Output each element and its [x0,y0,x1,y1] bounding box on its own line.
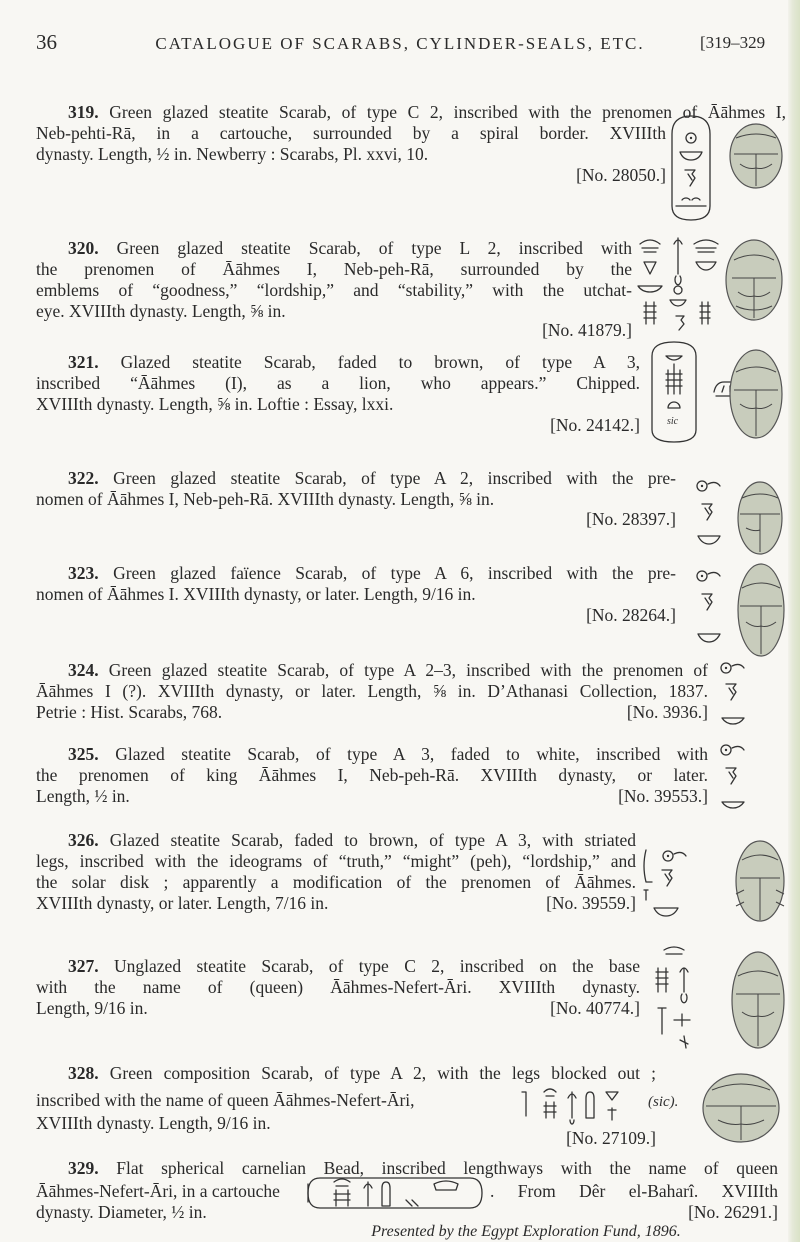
museum-number: [No. 26291.] [688,1202,778,1222]
entry-number: 329. [68,1158,99,1178]
museum-number: [No. 39559.] [546,893,636,913]
entry-line: Green composition Scarab, of type A 2, with the legs blocked out ; [109,1063,657,1083]
museum-number [452,1128,656,1149]
entry-line: the prenomen of Āāhmes I, Neb-peh-Rā, surrounded by the [36,259,632,279]
entry-line: . From Dêr el-Baharî. XVIIIth [490,1181,778,1201]
catalogue-entry [36,830,636,914]
page-edge [788,0,800,1242]
entry-line: Green glazed faïence Scarab, of type A 6, inscribed with the pre- [113,563,677,583]
scarab-drawing [730,948,786,1052]
running-title: CATALOGUE OF SCARABS, CYLINDER-SEALS, ETC. [155,34,645,53]
entry-number: 325. [68,744,99,764]
ideogram-glyphs [640,846,696,918]
scarab-drawing [728,344,784,444]
museum-number-text: [No. 27109.] [566,1128,656,1148]
prenomen-glyph [694,568,724,644]
catalogue-entry-cont [490,1181,778,1202]
presented-by-line: Presented by the Egypt Exploration Fund, 1896. [371,1223,681,1240]
museum-number: [No. 3936.] [626,702,708,722]
museum-number: [No. 28050.] [576,165,666,185]
entry-line: nomen of Āāhmes I, Neb-peh-Rā. XVIIIth dynasty. Length, ⅝ in. [36,489,495,509]
entry-number: 320. [68,238,99,258]
entry-line: dynasty. Diameter, ½ in. [36,1202,207,1222]
entry-line: XVIIIth dynasty. Length, 9/16 in. [36,1113,271,1133]
entry-line: Length, 9/16 in. [36,998,148,1018]
museum-number: [No. 40774.] [550,998,640,1018]
scarab-drawing [700,1068,782,1148]
scarab-drawing [734,836,786,926]
scarab-drawing [728,118,784,190]
catalogue-entry [36,744,708,807]
scarab-drawing [724,236,784,324]
catalogue-entry [36,660,708,723]
page-header [0,30,800,70]
museum-number: [No. 41879.] [542,320,632,340]
name-glyphs [650,944,698,1054]
catalogue-entry [36,956,640,1019]
cartouche-glyph [306,1176,484,1210]
entry-number: 327. [68,956,99,976]
cartouche-glyph [668,112,714,224]
entry-line: legs, inscribed with the ideograms of “truth,” “might” (peh), “lordship,” and [36,851,636,871]
entry-line: XVIIIth dynasty, or later. Length, 7/16 in. [36,893,329,913]
entry-line: the prenomen of king Āāhmes I, Neb-peh-Rā. XVIIIth dynasty, or later. [36,765,708,785]
entry-line: Green glazed steatite Scarab, of type A 2, inscribed with the pre- [113,468,677,488]
entry-line: Length, ½ in. [36,786,130,806]
museum-number: [No. 28397.] [586,509,676,529]
cartouche-glyph [648,338,700,446]
emblem-glyphs [636,234,720,334]
entry-line: Flat spherical carnelian Bead, inscribed lengthways with the name of queen [116,1158,779,1178]
entry-line: Glazed steatite Scarab, faded to brown, of type A 3, [120,352,640,372]
entry-number: 322. [68,468,99,488]
entry-line: the solar disk ; apparently a modification of the prenomen of Āāhmes. [36,872,636,892]
entry-number: 328. [68,1063,99,1083]
catalogue-entry-cont [36,123,666,186]
entry-line: Āāhmes I (?). XVIIIth dynasty, or later. Length, ⅝ in. D’Athanasi Collection, 1837. [36,681,708,701]
museum-number: [No. 24142.] [550,415,640,435]
entry-line: nomen of Āāhmes I. XVIIIth dynasty, or later. Length, 9/16 in. [36,584,476,604]
museum-number: [No. 39553.] [618,786,708,806]
entry-line: inscribed “Āāhmes (I), as a lion, who appears.” Chipped. [36,373,640,393]
entry-line: Glazed steatite Scarab, faded to brown, of type A 3, with striated [109,830,637,850]
scarab-drawing [736,560,786,660]
glyph-note: sic [667,416,679,427]
catalogue-entry [36,468,676,530]
entry-number: 323. [68,563,99,583]
entry-line: Green glazed steatite Scarab, of type L 2, inscribed with [116,238,633,258]
entry-range: [319–329 [700,33,766,52]
entry-number: 321. [68,352,99,372]
entry-line: with the name of (queen) Āāhmes-Nefert-Āri. XVIIIth dynasty. [36,977,640,997]
entry-line: Āāhmes-Nefert-Āri, in a cartouche [36,1181,280,1201]
page-number: 36 [36,30,57,54]
entry-line: Unglazed steatite Scarab, of type C 2, inscribed on the base [114,956,641,976]
entry-line: Green glazed steatite Scarab, of type C 2, inscribed with the prenomen of Āāhmes I, [109,102,787,122]
catalogue-entry [36,352,640,436]
entry-number: 319. [68,102,99,122]
prenomen-glyph [718,742,748,812]
entry-number: 324. [68,660,99,680]
entry-number: 326. [68,830,99,850]
prenomen-glyph [718,660,748,728]
glyph-note: (sic). [648,1094,679,1110]
museum-number: [No. 28264.] [586,605,676,625]
entry-line: inscribed with the name of queen Āāhmes-Nefert-Āri, [36,1090,415,1110]
catalogue-entry [36,563,676,626]
prenomen-glyph [694,478,724,550]
entry-line: Petrie : Hist. Scarabs, 768. [36,702,223,722]
catalogue-entry [36,238,632,341]
entry-line: emblems of “goodness,” “lordship,” and “stability,” with the utchat- [36,280,632,300]
entry-line: Green glazed steatite Scarab, of type A 2–3, inscribed with the prenomen of [108,660,708,680]
entry-line: eye. XVIIIth dynasty. Length, ⅝ in. [36,301,286,321]
entry-line: Glazed steatite Scarab, of type A 3, faded to white, inscribed with [115,744,708,764]
scarab-drawing [736,478,784,558]
entry-line: Neb-pehti-Rā, in a cartouche, surrounded by a spiral border. XVIIIth [36,123,666,143]
entry-line: XVIIIth dynasty. Length, ⅝ in. Loftie : Essay, lxxi. [36,394,394,414]
entry-line: dynasty. Length, ½ in. Newberry : Scarabs, Pl. xxvi, 10. [36,144,429,164]
